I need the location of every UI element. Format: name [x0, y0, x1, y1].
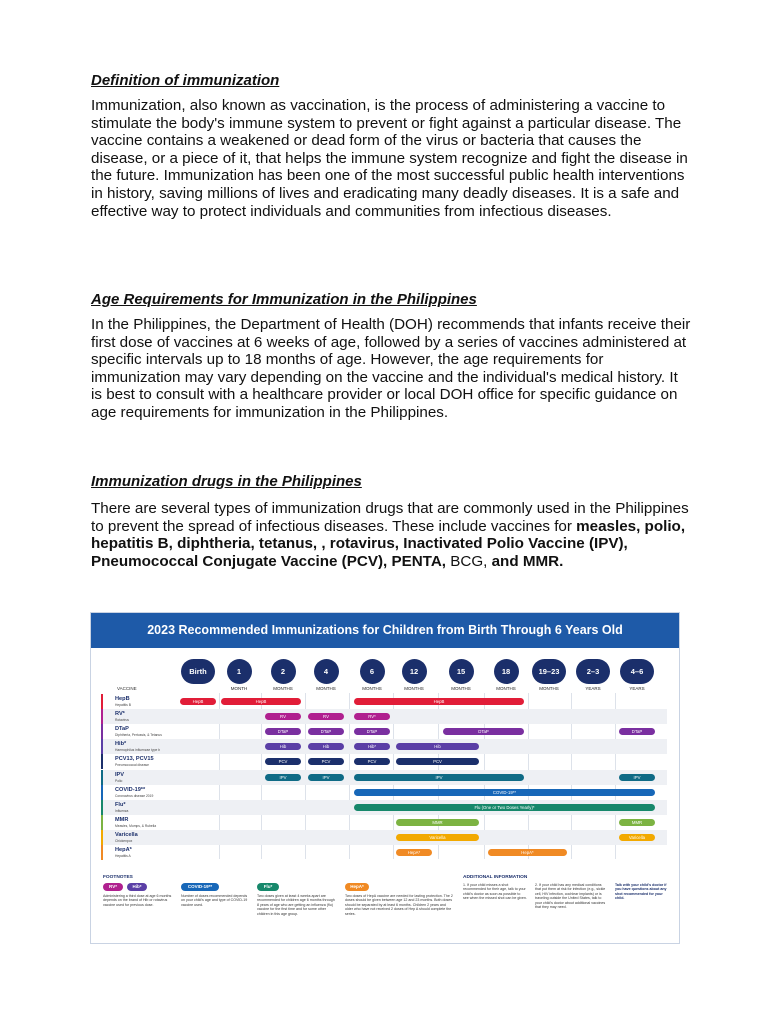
paragraph-text: There are several types of immunization drugs that are commonly used in the Philippines to prevent the spread of infectious diseases. These include vaccines for [91, 500, 689, 535]
vaccine-row [101, 724, 667, 739]
vaccine-color-marker [101, 800, 103, 815]
age-unit-label: YEARS [585, 686, 601, 691]
additional-info-item-2: 2. If your child has any medical conditions that put them at risk for infection (e.g., sickle cell, HIV infection, cochlear implants) or is traveling outside the United States, talk to your child's doctor about additional vaccines that they may need. [535, 883, 606, 910]
footnote-hepa-text: Two doses of HepA vaccine are needed for lasting protection. The 2 doses should be given between age 12 and 23 months. Both doses should be separated by at least 6 months. Children 2 years and older who have not received 2 doses of Hep A should complete the series. [345, 894, 453, 916]
dose-bar: PCV [354, 758, 390, 765]
dose-bar: DTaP [265, 728, 301, 735]
age-unit-label: MONTHS [273, 686, 293, 691]
dose-bar: Hib* [354, 743, 390, 750]
vaccine-row [101, 785, 667, 800]
age-unit-label: MONTHS [362, 686, 382, 691]
vaccine-description: Hepatitis A [115, 854, 131, 858]
age-circle: 18 [494, 659, 519, 684]
chart-title: 2023 Recommended Immunizations for Children from Birth Through 6 Years Old [91, 613, 679, 648]
dose-bar: Hib [308, 743, 344, 750]
vaccine-row [101, 739, 667, 754]
age-circle: Birth [181, 659, 215, 684]
age-circle: 2–3 [576, 659, 610, 684]
vaccine-name: Hib* [115, 741, 127, 748]
dose-bar: IPV [354, 774, 524, 781]
age-unit-label: MONTHS [539, 686, 559, 691]
footnote-covid-pill: COVID-19** [181, 883, 219, 891]
dose-bar: IPV [308, 774, 344, 781]
vaccine-row [101, 754, 667, 769]
age-circle: 2 [271, 659, 296, 684]
vaccine-color-marker [101, 754, 103, 769]
vaccine-color-marker [101, 694, 103, 709]
age-unit-label: MONTH [230, 686, 248, 691]
chart-footer [91, 871, 679, 943]
dose-bar: Varicella [396, 834, 479, 841]
dose-bar: DTaP [354, 728, 390, 735]
age-circle: 15 [449, 659, 474, 684]
section-definition [91, 72, 691, 220]
vaccine-name: MMR [115, 816, 129, 823]
age-circle: 19–23 [532, 659, 566, 684]
footnote-rv-pill: RV* [103, 883, 123, 891]
immunization-schedule-image [90, 612, 680, 944]
footnote-rv-hib-text: Administering a third dose at age 6 months depends on the brand of Hib or rotavirus vaccine used for previous dose. [103, 894, 172, 907]
section-paragraph: In the Philippines, the Department of Health (DOH) recommends that infants receive their first dose of vaccines at 6 weeks of age, followed by a series of vaccines administered at specific intervals up to 18 months of age. However, the age requirements for immunization may vary depending on the vaccine and the individual's medical history. It is best to consult with a healthcare provider or local DOH office for specific guidance on age requirements for immunization in the Philippines. [91, 316, 691, 421]
age-circle: 4 [314, 659, 339, 684]
vaccine-name: Flu* [115, 801, 126, 808]
age-circle: 6 [360, 659, 385, 684]
dose-bar: HepA* [396, 849, 432, 856]
dose-bar: DTaP [619, 728, 655, 735]
dose-bar: IPV [619, 774, 655, 781]
dose-bar: Hib [396, 743, 479, 750]
vaccine-description: Influenza [115, 808, 129, 813]
section-heading: Age Requirements for Immunization in the Philippines [91, 291, 477, 308]
dose-bar: Hib [265, 743, 301, 750]
age-unit-label: YEARS [629, 686, 645, 691]
footnote-flu-pill: Flu* [257, 883, 279, 891]
dose-bar: IPV [265, 774, 301, 781]
dose-bar: PCV [308, 758, 344, 765]
vaccine-color-marker [101, 739, 103, 754]
vaccine-row [101, 709, 667, 724]
vaccine-description: Chickenpox [115, 838, 133, 843]
dose-bar: HepB [180, 698, 216, 705]
vaccine-color-marker [101, 770, 103, 785]
section-paragraph [91, 500, 691, 570]
vaccine-description: Rotavirus [115, 718, 129, 723]
vaccine-color-marker [101, 709, 103, 724]
vaccine-list-bold: and MMR. [491, 552, 564, 570]
age-unit-label: MONTHS [496, 686, 516, 691]
vaccine-description: Haemophilus influenzae type b [115, 748, 161, 753]
footnote-hib-pill: Hib* [127, 883, 147, 891]
age-circle: 4–6 [620, 659, 654, 684]
vaccine-row [101, 770, 667, 785]
age-unit-label: MONTHS [451, 686, 471, 691]
dose-bar: Flu (One or Two Doses Yearly)* [354, 804, 655, 811]
vaccine-color-marker [101, 724, 103, 739]
age-unit-label: MONTHS [404, 686, 424, 691]
dose-bar: HepA* [488, 849, 567, 856]
vaccine-name: DTaP [115, 726, 129, 733]
dose-bar: HepB [221, 698, 301, 705]
vaccine-name: PCV13, PCV15 [115, 756, 154, 763]
vaccine-column-header: VACCINE [117, 686, 137, 691]
dose-bar: RV* [354, 713, 390, 720]
paragraph-text: BCG, [446, 552, 492, 570]
vaccine-description: Diphtheria, Pertussis, & Tetanus [115, 733, 162, 738]
footnote-flu-text: Two doses given at least 4 weeks apart are recommended for children age 6 months through 8 years of age who are getting an influenza (flu) vaccine for the first time and for some other children in this age group. [257, 894, 335, 916]
footnote-covid-text: Number of doses recommended depends on your child's age and type of COVID-19 vaccine used. [181, 894, 248, 907]
vaccine-row [101, 815, 667, 830]
vaccine-list-bold: measles, polio, hepatitis B, diphtheria, tetanus, , rotavirus, Inactivated Polio Vaccine (IPV), Pneumococcal Conjugate Vaccine (PCV), PENTA, [91, 517, 686, 570]
vaccine-color-marker [101, 830, 103, 845]
vaccine-name: HepA* [115, 847, 132, 853]
dose-bar: DTaP [308, 728, 344, 735]
vaccine-name: IPV [115, 771, 125, 778]
dose-bar: RV [265, 713, 301, 720]
additional-info-item-1: 1. If your child misses a shot recommended for their age, talk to your child's doctor as soon as possible to see when the missed shot can be given. [463, 883, 527, 901]
vaccine-color-marker [101, 785, 103, 800]
additional-info-item-3: Talk with your child's doctor if you have questions about any shot recommended for your child. [615, 883, 667, 901]
footnote-hepa-pill: HepA* [345, 883, 369, 891]
vaccine-name: RV* [115, 711, 125, 718]
vaccine-description: Coronavirus disease 2019 [115, 793, 154, 798]
footnotes-title: FOOTNOTES [103, 875, 133, 880]
additional-info-title: ADDITIONAL INFORMATION [463, 875, 528, 880]
vaccine-row [101, 694, 667, 709]
age-circle: 1 [227, 659, 252, 684]
dose-bar: PCV [265, 758, 301, 765]
vaccine-row [101, 845, 667, 860]
dose-bar: PCV [396, 758, 479, 765]
vaccine-description: Hepatitis B [115, 703, 131, 707]
vaccine-description: Polio [115, 778, 123, 783]
age-circle: 12 [402, 659, 427, 684]
vaccine-color-marker [101, 845, 103, 860]
section-paragraph: Immunization, also known as vaccination, is the process of administering a vaccine to stimulate the body's immune system to prevent or fight against a particular disease. The vaccine contains a weakened or dead form of the virus or bacteria that causes the disease, or a piece of it, that helps the immune system recognize and fight the disease in the future. Immunization has been one of the most successful public health interventions in history, saving millions of lives and eradicating many deadly diseases. It is a safe and effective way to protect individuals and communities from infectious diseases. [91, 97, 688, 220]
section-immunization-drugs [91, 473, 691, 570]
dose-bar: HepB [354, 698, 524, 705]
dose-bar: DTaP [443, 728, 524, 735]
dose-bar: MMR [619, 819, 655, 826]
dose-bar: MMR [396, 819, 479, 826]
vaccine-description: Measles, Mumps, & Rubella [115, 823, 157, 828]
dose-bar: RV [308, 713, 344, 720]
section-heading: Definition of immunization [91, 72, 280, 89]
dose-bar: Varicella [619, 834, 655, 841]
dose-bar: COVID-19** [354, 789, 655, 796]
vaccine-description: Pneumococcal disease [115, 763, 149, 768]
section-heading: Immunization drugs in the Philippines [91, 473, 362, 490]
vaccine-name: COVID-19** [115, 786, 146, 793]
section-age-requirements [91, 291, 691, 422]
vaccine-name: Varicella [115, 831, 138, 838]
age-unit-label: MONTHS [316, 686, 336, 691]
vaccine-color-marker [101, 815, 103, 830]
vaccine-row [101, 830, 667, 845]
vaccine-name: HepB [115, 696, 130, 702]
vaccine-row [101, 800, 667, 815]
